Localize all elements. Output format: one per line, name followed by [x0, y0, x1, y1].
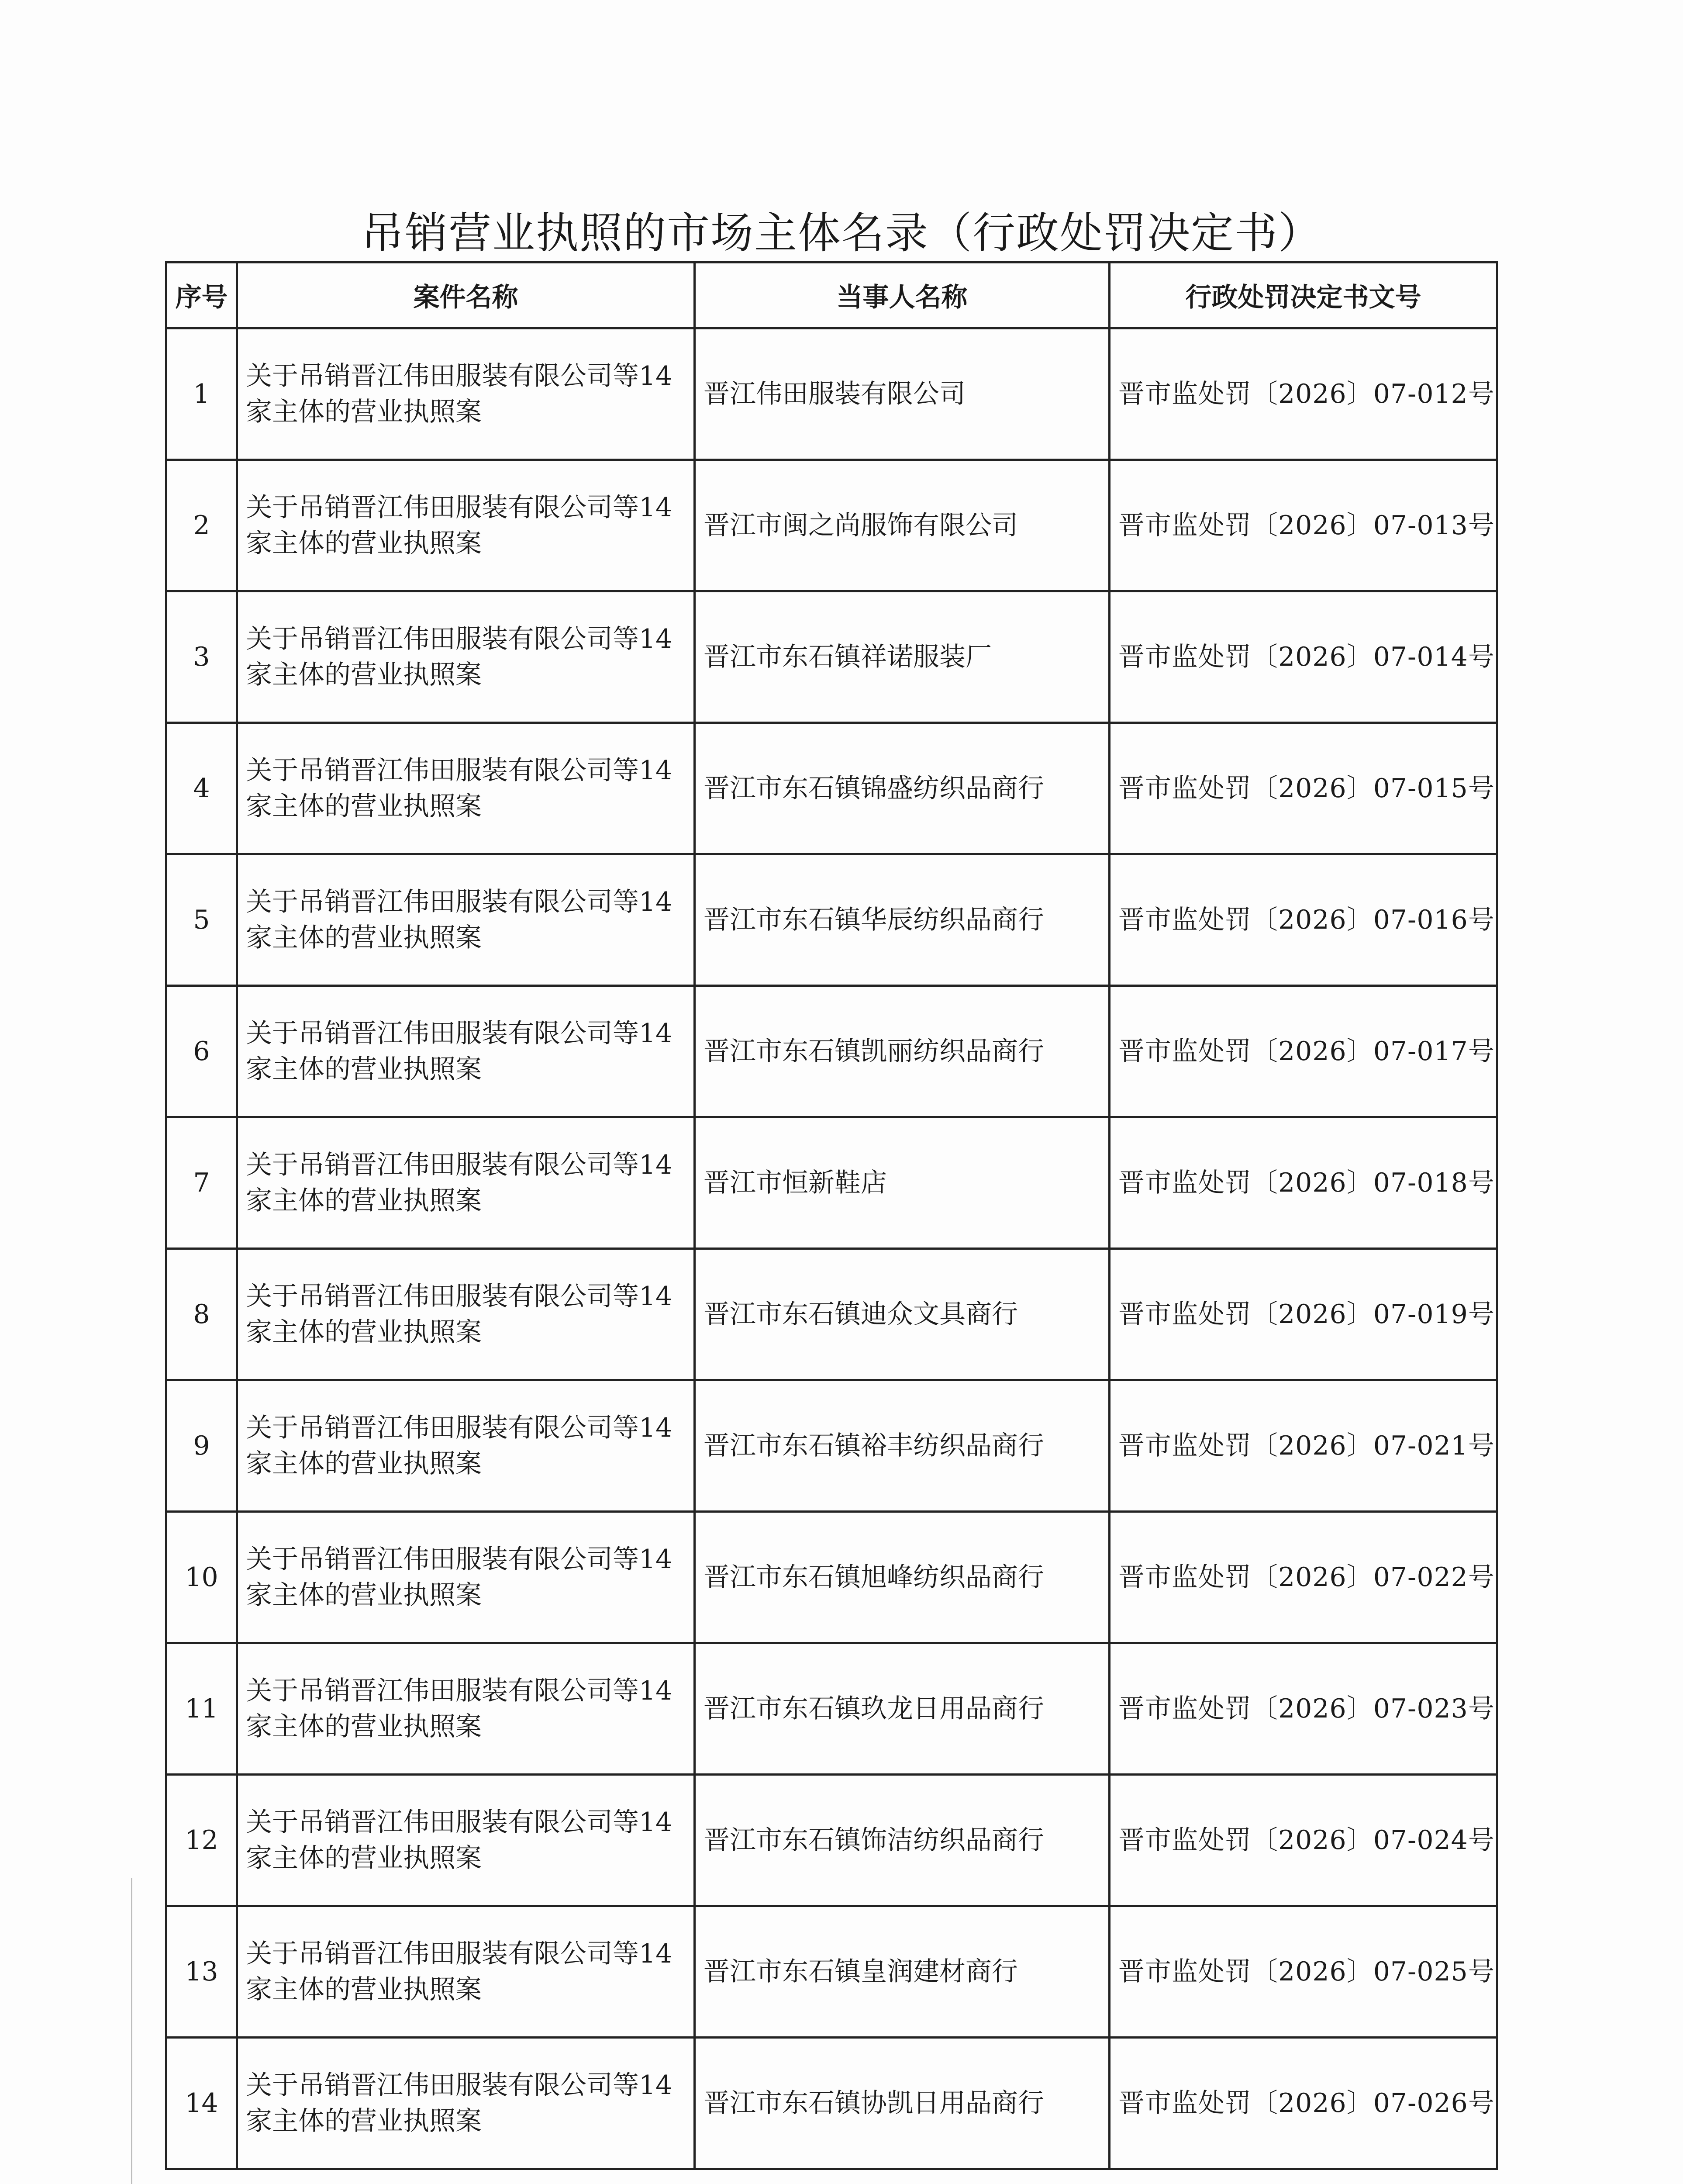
row-party-name: 晋江市恒新鞋店 — [695, 1117, 1110, 1249]
row-decision-number: 晋市监处罚〔2026〕07-015号 — [1110, 723, 1497, 854]
table-row — [166, 986, 1497, 1117]
row-index: 7 — [166, 1117, 237, 1249]
row-case-name: 关于吊销晋江伟田服装有限公司等14家主体的营业执照案 — [237, 1906, 695, 2038]
page-title: 吊销营业执照的市场主体名录（行政处罚决定书） — [361, 208, 1322, 258]
table-row — [166, 1906, 1497, 2038]
table-header-row — [166, 263, 1497, 328]
row-decision-number: 晋市监处罚〔2026〕07-024号 — [1110, 1775, 1497, 1906]
row-case-name: 关于吊销晋江伟田服装有限公司等14家主体的营业执照案 — [237, 2038, 695, 2169]
row-party-name: 晋江市闽之尚服饰有限公司 — [695, 460, 1110, 591]
header-decision-number: 行政处罚决定书文号 — [1110, 263, 1497, 328]
records-table — [165, 261, 1498, 2170]
table-row — [166, 2038, 1497, 2169]
row-decision-number: 晋市监处罚〔2026〕07-017号 — [1110, 986, 1497, 1117]
row-index: 1 — [166, 328, 237, 460]
row-decision-number: 晋市监处罚〔2026〕07-021号 — [1110, 1380, 1497, 1512]
row-index: 5 — [166, 854, 237, 986]
row-case-name: 关于吊销晋江伟田服装有限公司等14家主体的营业执照案 — [237, 328, 695, 460]
row-decision-number: 晋市监处罚〔2026〕07-012号 — [1110, 328, 1497, 460]
row-index: 2 — [166, 460, 237, 591]
header-case-name: 案件名称 — [237, 263, 695, 328]
row-decision-number: 晋市监处罚〔2026〕07-014号 — [1110, 591, 1497, 723]
row-index: 4 — [166, 723, 237, 854]
row-index: 6 — [166, 986, 237, 1117]
row-case-name: 关于吊销晋江伟田服装有限公司等14家主体的营业执照案 — [237, 723, 695, 854]
row-decision-number: 晋市监处罚〔2026〕07-025号 — [1110, 1906, 1497, 2038]
table-row — [166, 328, 1497, 460]
table-row — [166, 1512, 1497, 1643]
table-row — [166, 854, 1497, 986]
row-index: 11 — [166, 1643, 237, 1775]
header-party-name: 当事人名称 — [695, 263, 1110, 328]
row-decision-number: 晋市监处罚〔2026〕07-023号 — [1110, 1643, 1497, 1775]
row-decision-number: 晋市监处罚〔2026〕07-022号 — [1110, 1512, 1497, 1643]
row-index: 9 — [166, 1380, 237, 1512]
row-party-name: 晋江市东石镇协凯日用品商行 — [695, 2038, 1110, 2169]
row-decision-number: 晋市监处罚〔2026〕07-026号 — [1110, 2038, 1497, 2169]
table-body — [166, 328, 1497, 2169]
row-index: 14 — [166, 2038, 237, 2169]
row-party-name: 晋江市东石镇迪众文具商行 — [695, 1249, 1110, 1380]
table-row — [166, 1643, 1497, 1775]
row-index: 10 — [166, 1512, 237, 1643]
table-row — [166, 591, 1497, 723]
row-party-name: 晋江市东石镇玖龙日用品商行 — [695, 1643, 1110, 1775]
row-case-name: 关于吊销晋江伟田服装有限公司等14家主体的营业执照案 — [237, 1512, 695, 1643]
row-index: 3 — [166, 591, 237, 723]
row-party-name: 晋江市东石镇旭峰纺织品商行 — [695, 1512, 1110, 1643]
header-index: 序号 — [166, 263, 237, 328]
table-row — [166, 1117, 1497, 1249]
row-decision-number: 晋市监处罚〔2026〕07-018号 — [1110, 1117, 1497, 1249]
row-case-name: 关于吊销晋江伟田服装有限公司等14家主体的营业执照案 — [237, 1249, 695, 1380]
row-case-name: 关于吊销晋江伟田服装有限公司等14家主体的营业执照案 — [237, 1775, 695, 1906]
row-party-name: 晋江市东石镇锦盛纺织品商行 — [695, 723, 1110, 854]
row-index: 12 — [166, 1775, 237, 1906]
row-case-name: 关于吊销晋江伟田服装有限公司等14家主体的营业执照案 — [237, 1380, 695, 1512]
table-row — [166, 1249, 1497, 1380]
table-row — [166, 1380, 1497, 1512]
row-party-name: 晋江市东石镇皇润建材商行 — [695, 1906, 1110, 2038]
row-party-name: 晋江市东石镇祥诺服装厂 — [695, 591, 1110, 723]
row-decision-number: 晋市监处罚〔2026〕07-016号 — [1110, 854, 1497, 986]
row-case-name: 关于吊销晋江伟田服装有限公司等14家主体的营业执照案 — [237, 986, 695, 1117]
table-row — [166, 1775, 1497, 1906]
row-case-name: 关于吊销晋江伟田服装有限公司等14家主体的营业执照案 — [237, 591, 695, 723]
row-party-name: 晋江市东石镇裕丰纺织品商行 — [695, 1380, 1110, 1512]
table-row — [166, 723, 1497, 854]
table-row — [166, 460, 1497, 591]
row-case-name: 关于吊销晋江伟田服装有限公司等14家主体的营业执照案 — [237, 854, 695, 986]
row-index: 8 — [166, 1249, 237, 1380]
row-party-name: 晋江市东石镇凯丽纺织品商行 — [695, 986, 1110, 1117]
row-party-name: 晋江市东石镇饰洁纺织品商行 — [695, 1775, 1110, 1906]
row-decision-number: 晋市监处罚〔2026〕07-019号 — [1110, 1249, 1497, 1380]
row-party-name: 晋江市东石镇华辰纺织品商行 — [695, 854, 1110, 986]
row-index: 13 — [166, 1906, 237, 2038]
row-decision-number: 晋市监处罚〔2026〕07-013号 — [1110, 460, 1497, 591]
scan-margin-line — [131, 1878, 132, 2184]
row-case-name: 关于吊销晋江伟田服装有限公司等14家主体的营业执照案 — [237, 460, 695, 591]
row-case-name: 关于吊销晋江伟田服装有限公司等14家主体的营业执照案 — [237, 1117, 695, 1249]
row-party-name: 晋江伟田服装有限公司 — [695, 328, 1110, 460]
row-case-name: 关于吊销晋江伟田服装有限公司等14家主体的营业执照案 — [237, 1643, 695, 1775]
